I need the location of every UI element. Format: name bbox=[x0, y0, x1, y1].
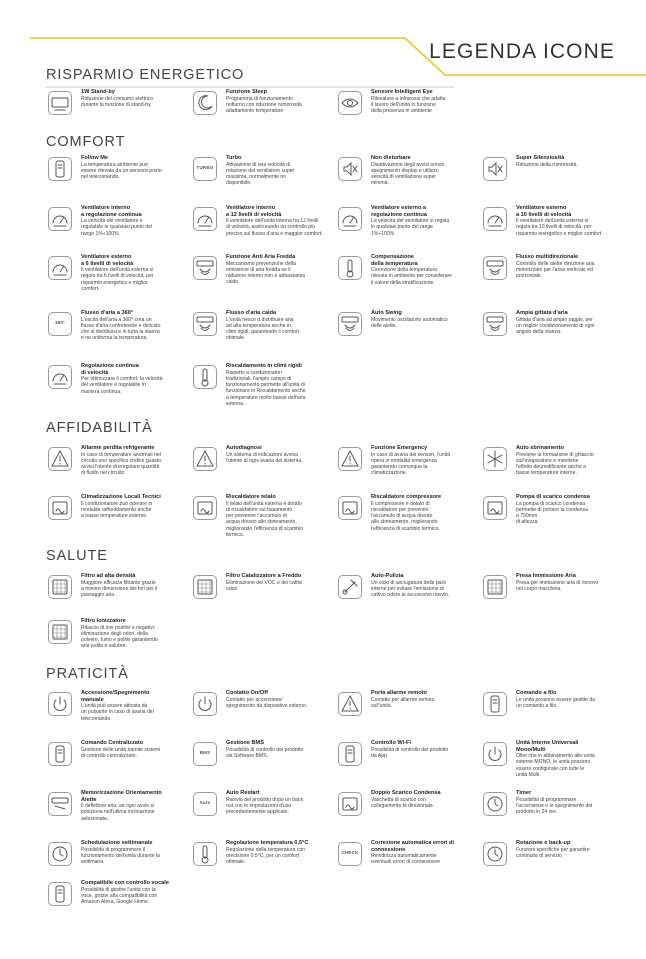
legend-item-title: Accensione/Spegnimento manuale bbox=[81, 690, 150, 703]
airflow-360-icon bbox=[48, 312, 72, 336]
legend-item-description: Il deflettore aria, ad ogni avvio si posiziona nell'ultima inclinazione selezionata. bbox=[81, 803, 155, 822]
icon-label: Auto bbox=[199, 800, 211, 805]
legend-item-description: La pompa di scarico condensa permette di portare la condensa a 750mm di altezza bbox=[516, 500, 588, 526]
legend-item-title: Auto-Pulizia bbox=[371, 573, 404, 579]
legend-item-title: Ventilatore esterno a regolazione continua bbox=[371, 205, 427, 218]
legend-item-title: Presa Immissione Aria bbox=[516, 573, 576, 579]
section-title-affidabilita: AFFIDABILITÀ bbox=[46, 420, 153, 436]
legend-item-title: Riscaldamento in climi rigidi bbox=[226, 363, 302, 369]
legend-item-title: Pompa di scarico condensa bbox=[516, 494, 590, 500]
emergency-icon bbox=[338, 447, 362, 471]
auto-restart-icon bbox=[193, 792, 217, 816]
mono-multi-icon bbox=[483, 742, 507, 766]
manual-power-icon bbox=[48, 692, 72, 716]
legend-item-title: Gestione BMS bbox=[226, 740, 264, 746]
legend-item-description: Un ciclo di asciugatura delle parti interne per evitare l'emissione di cattivo odore al successivo riavvio. bbox=[371, 579, 450, 599]
legend-item-title: Non disturbare bbox=[371, 155, 411, 161]
legend-item-description: L'unità può essere attivata da un pulsante in caso di avaria del telecomando bbox=[81, 703, 154, 722]
weekly-schedule-icon bbox=[48, 842, 72, 866]
timer-icon bbox=[483, 792, 507, 816]
fan-speed-icon bbox=[48, 207, 72, 231]
legend-item-description: Vaschetta di scarico con collegamento bi direzionale. bbox=[371, 796, 435, 809]
legend-item-title: Sensore Intelligent Eye bbox=[371, 89, 433, 95]
legend-item-title: Compensazione della temperatura bbox=[371, 254, 418, 267]
legend-item-description: Eliminazione dei VOC e dei cattivi odori. bbox=[226, 579, 303, 592]
legend-item-title: Regolazione temperatura 0,5°C bbox=[226, 840, 309, 846]
defrost-icon bbox=[483, 447, 507, 471]
wired-control-icon bbox=[483, 692, 507, 716]
legend-item-title: Controllo Wi-Fi bbox=[371, 740, 412, 746]
legend-item-description: Il compressore è dotato di riscaldatore per prevenire l'accumulo di acqua dovuto allo sbrinamento, migliorando l'efficienza di scambio termico. bbox=[371, 500, 440, 532]
legend-item-description: Il condizionatore può operare in modalità raffreddamento anche a basse temperature esterne. bbox=[81, 500, 153, 520]
temperature-step-icon bbox=[193, 842, 217, 866]
legend-item-title: Follow Me bbox=[81, 155, 109, 161]
legend-item-description: Possibilità di controllo del prodotto da App bbox=[371, 746, 449, 759]
auto-swing-icon bbox=[338, 312, 362, 336]
check-icon bbox=[338, 842, 362, 866]
legend-item-description: Il ventilatore dell'unità esterna si regola tra 6 livelli di velocità, per risparmio energetico e miglior comfort. bbox=[81, 267, 154, 292]
legend-item-title: Porta allarme remoto bbox=[371, 690, 427, 696]
legend-item-description: Il ventilatore dell'unità interna ha 12 livelli di velocità, assicurando un controllo più preciso sul flusso d'aria e maggior comfort. bbox=[226, 218, 323, 237]
legend-item-title: Flusso d'aria calda bbox=[226, 310, 277, 316]
legend-item-description: Regolazione della temperatura con precisione 0,5°C, per un comfort ottimale. bbox=[226, 846, 306, 866]
legend-item-title: Ampia gittata d'aria bbox=[516, 310, 568, 316]
legend-item-title: Flusso d'aria a 360° bbox=[81, 310, 134, 316]
legend-item-description: Movimento oscillatorio automatico delle alette. bbox=[371, 316, 448, 329]
legend-item-description: Maggiore efficacia filtrante grazie a minore dimensione dei fori per il passaggio aria. bbox=[81, 579, 158, 599]
icon-label: TURBO bbox=[196, 165, 214, 170]
fan-gauge-icon bbox=[483, 207, 507, 231]
condensate-pump-icon bbox=[483, 496, 507, 520]
legend-item-title: Doppio Scarico Condensa bbox=[371, 790, 441, 796]
on-off-contact-icon bbox=[193, 692, 217, 716]
legend-item-title: Comando a filo bbox=[516, 690, 557, 696]
legend-item-title: Rotazione e back-up bbox=[516, 840, 571, 846]
fan-speed-icon bbox=[338, 207, 362, 231]
legend-item-title: Super Silenziosità bbox=[516, 155, 565, 161]
legend-item-description: Un sistema di indicazioni avvisa l'utente di ogni avaria del sistema. bbox=[226, 451, 303, 464]
standby-1w-icon bbox=[48, 91, 72, 115]
legend-item-title: Autodiagnosi bbox=[226, 445, 262, 451]
legend-item-description: Riduzione del consumo elettrico durante la funzione di stand-by. bbox=[81, 95, 154, 108]
legend-item-description: Contatto per allarme remoto sull'unità. bbox=[371, 696, 435, 709]
legend-item-description: La velocità del ventilatore è regolabile in qualsiasi punto del range 1%÷100% bbox=[81, 218, 153, 237]
legend-item-title: Memorizzazione Orientamento Alette bbox=[81, 790, 162, 803]
legend-item-description: Riduzione della rumorosità. bbox=[516, 161, 578, 168]
turbo-icon bbox=[193, 157, 217, 181]
legend-item-title: Schedulazione settimanale bbox=[81, 840, 153, 846]
legend-item-title: Riscaldatore telaio bbox=[226, 494, 276, 500]
legend-item-description: Correzione della temperatura rilevata in ambiente per considerare il valore della stratificazione. bbox=[371, 267, 452, 286]
wifi-control-icon bbox=[338, 742, 362, 766]
fan-gauge-icon bbox=[48, 256, 72, 280]
catalyst-filter-icon bbox=[193, 575, 217, 599]
legend-item-description: Previene la formazione di ghiaccio sull'evaporatore e mantiene l'effetto deumidificante anche a basse temperature interne. bbox=[516, 451, 594, 477]
legend-item-description: Possibilità di gestire l'unità con la voce, grazie alla compatibilità con Amazon Alexa, Google Home. bbox=[81, 886, 158, 906]
remote-follow-icon bbox=[48, 157, 72, 181]
legend-item-title: Filtro Catalizzatore a Freddo bbox=[226, 573, 302, 579]
legend-item-title: Contatto On/Off bbox=[226, 690, 268, 696]
legend-item-description: Attivazione di una velocità di rotazione del ventilatore super massima, normalmente no disponibile. bbox=[226, 161, 295, 187]
legend-item-title: Ventilatore esterno a 10 livelli di velocità bbox=[516, 205, 572, 218]
legend-item-description: Controllo delle alette direzione aria motorizzato per l'asse verticale ed orizzontale. bbox=[516, 260, 595, 280]
sleep-moon-icon bbox=[193, 91, 217, 115]
legend-item-title: Regolazione continua di velocità bbox=[81, 363, 139, 376]
legend-item-description: Per ottimizzare il comfort, la velocità del ventilatore è regolabile in maniera continua. bbox=[81, 376, 163, 395]
fan-gauge-icon bbox=[193, 207, 217, 231]
self-diagnosis-icon bbox=[193, 447, 217, 471]
multi-direction-icon bbox=[483, 256, 507, 280]
icon-label: BMS bbox=[199, 750, 211, 755]
legend-item-description: Funzioni specifiche per garantire continuità di servizio bbox=[516, 846, 590, 859]
legend-item-description: L'uscita dell'aria a 360° crea un flusso d'aria confortevole e delicato che si distribuisce in tutta la stanza e ne uniforma la temperatura. bbox=[81, 316, 161, 342]
legend-item-description: Possibilità di controllo del prodotto via Software BMS. bbox=[226, 746, 304, 759]
legend-item-description: Rilascio di ioni positivi e negativi, eliminazione degli odori, della polvere, fumo e pollini garantendo aria pulita e salubre. bbox=[81, 624, 158, 650]
section-title-risparmio: RISPARMIO ENERGETICO bbox=[46, 67, 245, 83]
legend-item-title: Auto Swing bbox=[371, 310, 402, 316]
cold-climate-heating-icon bbox=[193, 365, 217, 389]
legend-item-description: Possibilità di programmare l'accensione e lo spegnimento del prodotto in 24 ore. bbox=[516, 796, 593, 816]
legend-item-title: Filtro ad alta densità bbox=[81, 573, 136, 579]
legend-item-description: Le unità possono essere gestite da un comando a filo. bbox=[516, 696, 596, 709]
legend-item-description: Presa per immissione aria di rinnovo nel corpo macchina. bbox=[516, 579, 599, 592]
legend-item-description: Il ventilatore dell'unità esterna si regola tra 10 livelli di velocità, per risparmio energetico e miglior comfort. bbox=[516, 218, 603, 237]
central-control-icon bbox=[48, 742, 72, 766]
legend-item-description: L'unità riesce a distribuire aria ad alta temperatura anche in climi rigidi, garantendo il comfort ottimale. bbox=[226, 316, 300, 342]
legend-item-description: Gestione delle unità tramite sistemi di controllo centralizzato. bbox=[81, 746, 161, 759]
page-title: LEGENDA ICONE bbox=[429, 40, 615, 63]
legend-item-title: Auto sbrinamento bbox=[516, 445, 564, 451]
rotation-backup-icon bbox=[483, 842, 507, 866]
legend-item-title: Auto Restart bbox=[226, 790, 260, 796]
legend-item-title: Compatibile con controllo vocale bbox=[81, 880, 169, 886]
legend-item-title: Funzione Sleep bbox=[226, 89, 268, 95]
air-intake-icon bbox=[483, 575, 507, 599]
alarm-port-icon bbox=[338, 692, 362, 716]
legend-item-title: Comando Centralizzato bbox=[81, 740, 144, 746]
refrigerant-alarm-icon bbox=[48, 447, 72, 471]
anti-cold-air-icon bbox=[193, 256, 217, 280]
legend-item-description: Reindirizza automaticamente eventuali errori di connessione bbox=[371, 853, 441, 866]
legend-item-title: Correzione automatica errori di connessione bbox=[371, 840, 454, 853]
self-clean-icon bbox=[338, 575, 362, 599]
legend-item-description: Riavvio del prodotto dopo un back out con le impostazioni d'uso precedentemente applicate. bbox=[226, 796, 304, 816]
legend-item-description: Oltre che in abbinamento alle unità esterne MONO, le unità possono essere configurate con tutte le unità Multi. bbox=[516, 753, 595, 778]
legend-item-title: Timer bbox=[516, 790, 532, 796]
legend-item-title: Funzione Emergency bbox=[371, 445, 428, 451]
do-not-disturb-icon bbox=[338, 157, 362, 181]
bms-icon bbox=[193, 742, 217, 766]
legend-item-title: Ventilatore interno a 12 livelli di velocità bbox=[226, 205, 282, 218]
compressor-heater-icon bbox=[338, 496, 362, 520]
legend-item-description: In caso di temperature anormali nel circuito uno specifico codice guasto avvisi l'utente di irregolare quantità di fluido nel circuito. bbox=[81, 451, 162, 477]
legend-item-title: Funzione Anti Aria Fredda bbox=[226, 254, 296, 260]
icon-label: 360° bbox=[54, 320, 66, 325]
legend-item-description: Programma di funzionamento notturno con riduzione rumorosità adattamento temperature bbox=[226, 95, 302, 115]
legend-item-title: Ventilatore esterno a 6 livelli di velocità bbox=[81, 254, 134, 267]
legend-item-title: Filtro Ionizzatore bbox=[81, 618, 126, 624]
legend-item-description: Il telaio dell'unità esterna è dotato di riscaldatore sul basamento per prevenire l'accumulo di acqua dovuto allo sbrinamento, migliorando l'efficienza di scambio termico. bbox=[226, 500, 304, 538]
legend-item-title: Riscaldatore compressore bbox=[371, 494, 442, 500]
legend-item-title: Turbo bbox=[226, 155, 242, 161]
legend-item-description: Disattivazione degli avvisi sonori, spegnimento display e utilizzo velocità di ventilazione super minima. bbox=[371, 161, 446, 187]
legend-item-title: Allarme perdita refrigerante bbox=[81, 445, 155, 451]
legend-item-description: Rispetto a condizionatori tradizionali, l'ampio campo di funzionamento permette all'unità di funzionare in Riscaldamento anche a temperature molto basse dell'aria esterna. bbox=[226, 369, 306, 407]
technical-room-icon bbox=[48, 496, 72, 520]
louver-memory-icon bbox=[48, 792, 72, 816]
super-silent-icon bbox=[483, 157, 507, 181]
legend-item-description: Contatto per accensione/ spegnimento da dispositivo esterno. bbox=[226, 696, 308, 709]
legend-item-description: La velocità del ventilatore si regola in qualsiasi punto del range 1%÷100% bbox=[371, 218, 450, 237]
voice-control-icon bbox=[48, 882, 72, 906]
high-density-filter-icon bbox=[48, 575, 72, 599]
legend-item-description: Rilevatore a infrarossi che adatta il lavoro dell'unità in funzione della presenza in ambiente bbox=[371, 95, 446, 115]
ionizer-icon bbox=[48, 620, 72, 644]
legend-item-description: In caso di avaria dei sensori, l'unità opera in modalità emergenza garantendo comunque la climatizzazione. bbox=[371, 451, 451, 477]
legend-item-title: Unità Interne Universali Mono/Multi bbox=[516, 740, 579, 753]
legend-item-description: Possibilità di programmare il funzionamento dell'unità durante la settimana. bbox=[81, 846, 160, 866]
continuous-speed-icon bbox=[48, 365, 72, 389]
icon-label: CHECK bbox=[341, 850, 359, 855]
thermometer-icon bbox=[338, 256, 362, 280]
intelligent-eye-icon bbox=[338, 91, 362, 115]
legend-item-title: Flusso multidirezionale bbox=[516, 254, 579, 260]
wide-throw-icon bbox=[483, 312, 507, 336]
legend-item-title: Ventilatore interno a regolazione continua bbox=[81, 205, 142, 218]
legend-item-description: Meccanismo prevenzione della emissione di aria fredda se il radiatore interno non è abbastanza caldo. bbox=[226, 260, 306, 286]
warm-airflow-icon bbox=[193, 312, 217, 336]
legend-item-title: Climatizzazione Locali Tecnici bbox=[81, 494, 161, 500]
legend-item-description: La temperatura ambiente può essere rilevata da un sensore posto nel telecomando. bbox=[81, 161, 162, 181]
double-drain-icon bbox=[338, 792, 362, 816]
section-title-salute: SALUTE bbox=[46, 548, 108, 564]
legend-item-description: Gittata d'aria ad ampio raggio, per un miglior condizionamento di ogni angolo della stanza. bbox=[516, 316, 595, 336]
section-title-comfort: COMFORT bbox=[46, 134, 126, 150]
legend-item-title: 1W Stand-by bbox=[81, 89, 115, 95]
section-title-praticita: PRATICITÀ bbox=[46, 666, 129, 682]
frame-heater-icon bbox=[193, 496, 217, 520]
